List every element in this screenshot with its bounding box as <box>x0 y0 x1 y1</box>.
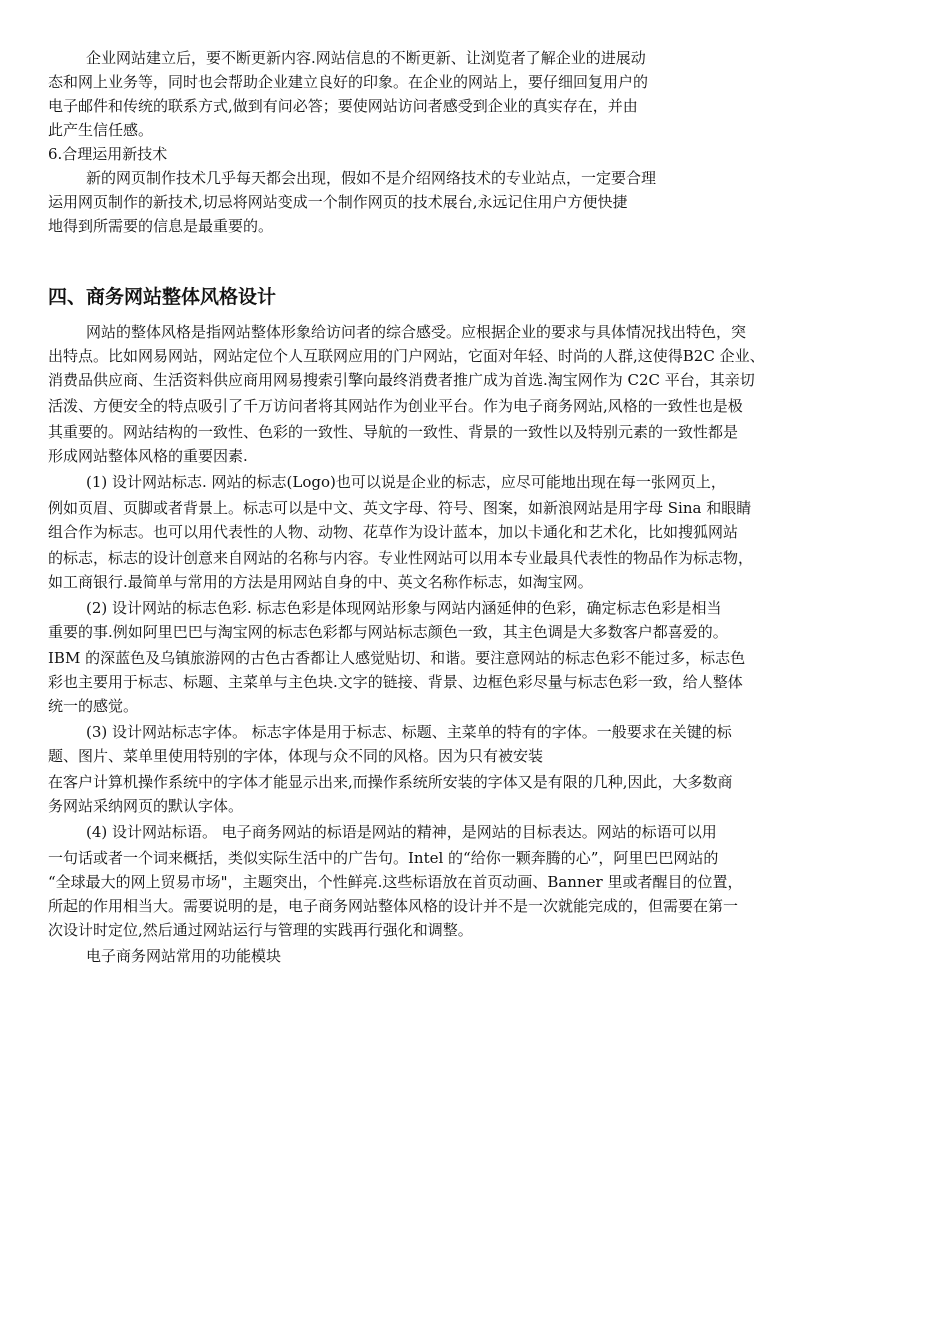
paragraph-line: 新的网页制作技术几乎每天都会出现，假如不是介绍网络技术的专业站点，一定要合理 <box>86 169 657 187</box>
paragraph-line: (1) 设计网站标志. 网站的标志(Logo)也可以说是企业的标志，应尽可能地出现在每一张网页上， <box>86 473 726 491</box>
paragraph-line: 形成网站整体风格的重要因素. <box>48 447 248 465</box>
paragraph-line: (4) 设计网站标语。 电子商务网站的标语是网站的精神，是网站的目标表达。网站的标语可以用 <box>86 823 717 841</box>
paragraph-line: 活泼、方便安全的特点吸引了千万访问者将其网站作为创业平台。作为电子商务网站,风格的一致性也是极 <box>48 397 743 415</box>
paragraph-line: 组合作为标志。也可以用代表性的人物、动物、花草作为设计蓝本，加以卡通化和艺术化，比如搜狐网站 <box>48 523 739 541</box>
paragraph-line: 此产生信任感。 <box>48 121 154 139</box>
paragraph-line: 彩也主要用于标志、标题、主菜单与主色块.文字的链接、背景、边框色彩尽量与标志色彩一致，给人整体 <box>48 673 743 691</box>
paragraph-line: 题、图片、菜单里使用特别的字体，体现与众不同的风格。因为只有被安装 <box>48 747 544 765</box>
subheading-function-modules: 电子商务网站常用的功能模块 <box>86 947 282 965</box>
paragraph-line: 统一的感觉。 <box>48 697 139 715</box>
paragraph-line: “全球最大的网上贸易市场"，主题突出，个性鲜亮.这些标语放在首页动画、Banner 里或者醒目的位置， <box>48 873 743 891</box>
paragraph-line: (3) 设计网站标志字体。 标志字体是用于标志、标题、主菜单的特有的字体。一般要求在关键的标 <box>86 723 732 741</box>
paragraph-line: 其重要的。网站结构的一致性、色彩的一致性、导航的一致性、背景的一致性以及特别元素的一致性都是 <box>48 423 739 441</box>
paragraph-line: 次设计时定位,然后通过网站运行与管理的实践再行强化和调整。 <box>48 921 473 939</box>
paragraph-line: 态和网上业务等，同时也会帮助企业建立良好的印象。在企业的网站上，要仔细回复用户的 <box>48 73 649 91</box>
paragraph-line: 地得到所需要的信息是最重要的。 <box>48 217 274 235</box>
paragraph-line: IBM 的深蓝色及乌镇旅游网的古色古香都让人感觉贴切、和谐。要注意网站的标志色彩不能过多，标志色 <box>48 649 746 667</box>
paragraph-line: 一句话或者一个词来概括，类似实际生活中的广告句。Intel 的“给你一颗奔腾的心”，阿里巴巴网站的 <box>48 849 719 867</box>
paragraph-line: 企业网站建立后，要不断更新内容.网站信息的不断更新、让浏览者了解企业的进展动 <box>86 49 646 67</box>
paragraph-line: 务网站采纳网页的默认字体。 <box>48 797 244 815</box>
paragraph-line: 电子邮件和传统的联系方式,做到有问必答；要使网站访问者感受到企业的真实存在，并由 <box>48 97 638 115</box>
paragraph-line: 的标志，标志的设计创意来自网站的名称与内容。专业性网站可以用本专业最具代表性的物品作为标志物， <box>48 549 754 567</box>
subheading-new-tech: 6.合理运用新技术 <box>48 145 168 163</box>
paragraph-line: 出特点。比如网易网站，网站定位个人互联网应用的门户网站，它面对年轻、时尚的人群,这使得B2C 企业、 <box>48 347 765 365</box>
paragraph-line: 运用网页制作的新技术,切忌将网站变成一个制作网页的技术展台,永远记住用户方便快捷 <box>48 193 628 211</box>
paragraph-line: 消费品供应商、生活资料供应商用网易搜索引擎向最终消费者推广成为首选.淘宝网作为 C2C 平台，其亲切 <box>48 371 755 389</box>
paragraph-line: 重要的事.例如阿里巴巴与淘宝网的标志色彩都与网站标志颜色一致，其主色调是大多数客户都喜爱的。 <box>48 623 728 641</box>
section-heading: 四、商务网站整体风格设计 <box>48 286 277 308</box>
paragraph-line: 如工商银行.最简单与常用的方法是用网站自身的中、英文名称作标志，如淘宝网。 <box>48 573 593 591</box>
paragraph-line: (2) 设计网站的标志色彩. 标志色彩是体现网站形象与网站内涵延伸的色彩，确定标志色彩是相当 <box>86 599 722 617</box>
paragraph-line: 例如页眉、页脚或者背景上。标志可以是中文、英文字母、符号、图案，如新浪网站是用字母 Sina 和眼睛 <box>48 499 752 517</box>
paragraph-line: 在客户计算机操作系统中的字体才能显示出来,而操作系统所安装的字体又是有限的几种,因此，大多数商 <box>48 773 733 791</box>
paragraph-line: 所起的作用相当大。需要说明的是，电子商务网站整体风格的设计并不是一次就能完成的，但需要在第一 <box>48 897 739 915</box>
paragraph-line: 网站的整体风格是指网站整体形象给访问者的综合感受。应根据企业的要求与具体情况找出特色，突 <box>86 323 747 341</box>
